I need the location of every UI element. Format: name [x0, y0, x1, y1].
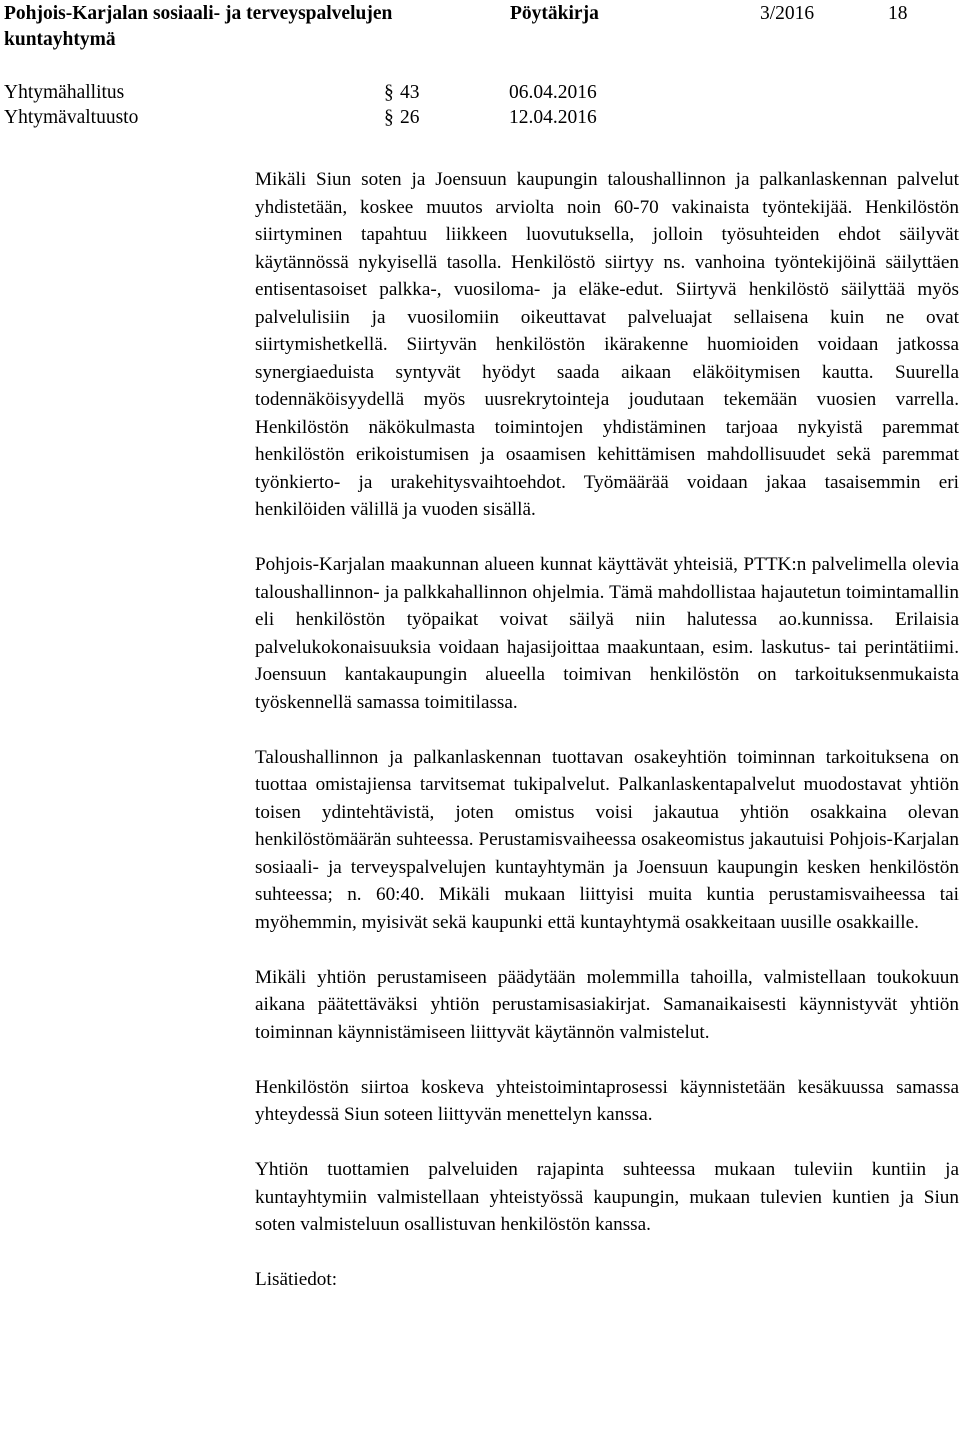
body-paragraph: Mikäli Siun soten ja Joensuun kaupungin taloushallinnon ja palkanlaskennan palvelut yhdistetään, koskee muutos arviolta noin 60-70 vakinaista työntekijää. Henkilöstön siirtyminen tapahtuu liikkeen luovutuksella, jolloin työsuhteiden ehdot säilyvät käytännössä nykyisellä tasolla. Henkilöstö siirtyy ns. vanhoina työntekijöinä säilyttäen entisentasoiset palkka-, vuosiloma- ja eläke-edut. Siirtyvä henkilöstö säilyttää myös palvelulisiin ja vuosilomiin oikeuttavat palveluajat sellaisena kuin ne ovat siirtymishetkellä. Siirtyvän henkilöstön ikärakenne huomioiden voidaan jatkossa synergiaeduista syntyvät hyödyt saada aikaan eläköitymisen kautta. Suurella todennäköisyydellä myös uusrekrytointeja joudutaan tekemään vuosien varrella. Henkilöstön näkökulmasta toimintojen yhdistäminen tarjoaa nykyistä paremmat henkilöstön erikoistumisen ja osaamisen kehittämisen mahdollisuudet sekä paremmat työnkierto- ja urakehitysvaihtoehdot. Työmäärää voidaan jakaa tasaisemmin eri henkilöiden välillä ja vuoden sisällä.	[255, 169, 959, 520]
body-paragraph: Henkilöstön siirtoa koskeva yhteistoimintaprosessi käynnistetään kesäkuussa samassa yhteydessä Siun soteen liittyvän menettelyn kanssa.	[255, 1076, 959, 1125]
document-type: Pöytäkirja	[510, 3, 599, 24]
meeting-body: Yhtymävaltuusto	[4, 107, 139, 128]
organization-name-line1: Pohjois-Karjalan sosiaali- ja terveyspalvelujen	[4, 3, 393, 24]
section-number: 43	[400, 82, 420, 103]
body-paragraph: Yhtiön tuottamien palveluiden rajapinta suhteessa mukaan tuleviin kuntiin ja kuntayhtymiin valmistellaan yhteistyössä kaupungin, mukaan tulevien kuntien ja Siun soten valmisteluun osallistuvan henkilöstön kanssa.	[255, 1159, 959, 1235]
section-number: 26	[400, 107, 420, 128]
page-number: 18	[888, 3, 908, 24]
body-paragraph: Mikäli yhtiön perustamiseen päädytään molemmilla tahoilla, valmistellaan toukokuun aikana päätettäväksi yhtiön perustamisasiakirjat. Samanaikaisesti käynnistyvät yhtiön toiminnan käynnistämiseen liittyvät käytännön valmistelut.	[255, 966, 959, 1043]
additional-info-label: Lisätiedot:	[255, 1269, 338, 1290]
document-body	[255, 166, 959, 1294]
section-sign-icon: §	[384, 82, 394, 103]
organization-name-line2: kuntayhtymä	[4, 29, 116, 50]
meeting-date: 12.04.2016	[509, 107, 597, 128]
document-number: 3/2016	[760, 3, 815, 24]
body-paragraph: Pohjois-Karjalan maakunnan alueen kunnat käyttävät yhteisiä, PTTK:n palvelimella olevia taloushallinnon- ja palkkahallinnon ohjelmia. Tämä mahdollistaa hajautetun toimintamallin eli henkilöstön työpaikat voivat säilyä niin halutessa ao.kunnissa. Erilaisia palvelukokonaisuuksia voidaan hajasijoittaa maakuntaan, esim. laskutus- tai perintätiimi. Joensuun kantakaupungin alueella toimivan henkilöstön on tarkoituksenmukaista työskennellä samassa toimitilassa.	[255, 554, 959, 713]
section-sign-icon: §	[384, 107, 394, 128]
meeting-date: 06.04.2016	[509, 82, 597, 103]
body-paragraph: Taloushallinnon ja palkanlaskennan tuottavan osakeyhtiön toiminnan tarkoituksena on tuottaa omistajiensa tarvitsemat tukipalvelut. Palkanlaskentapalvelut muodostavat yhtiön toisen ydintehtävistä, joten omistus voisi jakautua yhtiön osakkaina olevan henkilöstömäärän suhteessa. Perustamisvaiheessa osakeomistus jakautuisi Pohjois-Karjalan sosiaali- ja terveyspalvelujen kuntayhtymän ja Joensuun kaupungin kesken henkilöstön suhteessa; n. 60:40. Mikäli mukaan liittyisi muita kuntia perustamisvaiheessa tai myöhemmin, myisivät sekä kaupunki että kuntayhtymä osakkeitaan uusille osakkaille.	[255, 746, 959, 933]
meeting-body: Yhtymähallitus	[4, 82, 125, 103]
